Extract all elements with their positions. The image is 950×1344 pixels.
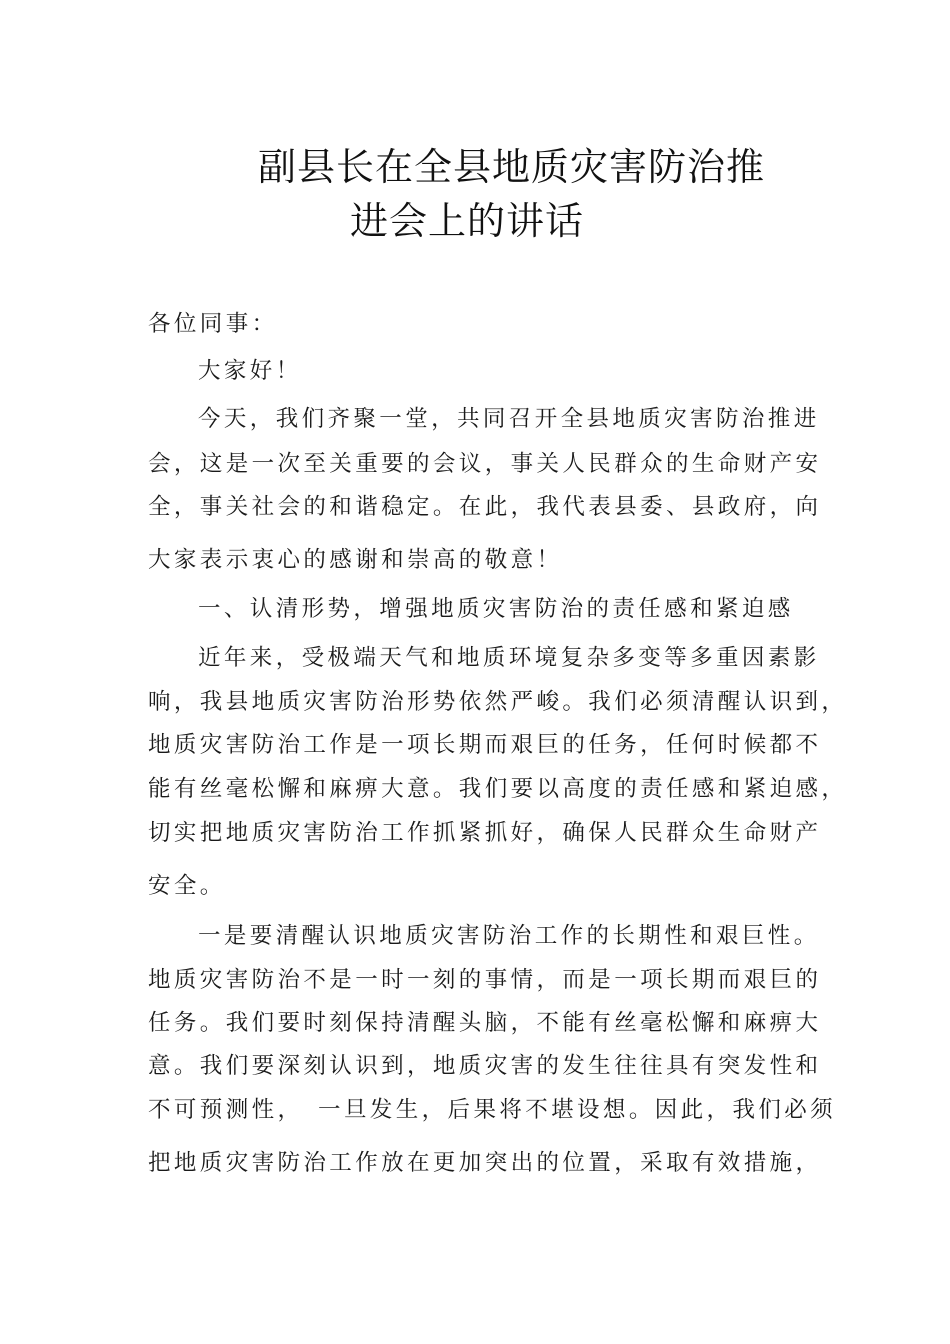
text-line: 会，这是一次至关重要的会议，事关人民群众的生命财产安 — [148, 451, 822, 477]
text-line: 大家表示衷心的感谢和崇高的敬意！ — [148, 547, 563, 573]
text-line: 安全。 — [148, 873, 226, 899]
text-line: 地质灾害防治不是一时一刻的事情，而是一项长期而艰巨的 — [148, 967, 822, 993]
text-line: 近年来，受极端天气和地质环境复杂多变等多重因素影 — [198, 645, 820, 671]
greeting: 大家好！ — [198, 358, 302, 384]
text-line: 切实把地质灾害防治工作抓紧抓好，确保人民群众生命财产 — [148, 820, 822, 846]
text-line: 今天，我们齐聚一堂，共同召开全县地质灾害防治推进 — [198, 406, 820, 432]
text-line: 地质灾害防治工作是一项长期而艰巨的任务，任何时候都不 — [148, 732, 822, 758]
text-line: 意。我们要深刻认识到，地质灾害的发生往往具有突发性和 — [148, 1053, 822, 1079]
text-line: 任务。我们要时刻保持清醒头脑，不能有丝毫松懈和麻痹大 — [148, 1010, 822, 1036]
text-line: 全，事关社会的和谐稳定。在此，我代表县委、县政府，向 — [148, 494, 822, 520]
section-heading: 一、认清形势，增强地质灾害防治的责任感和紧迫感 — [198, 596, 794, 622]
text-line: 响，我县地质灾害防治形势依然严峻。我们必须清醒认识到， — [148, 689, 848, 715]
text-line: 不可预测性， 一旦发生，后果将不堪设想。因此，我们必须 — [148, 1097, 837, 1123]
salutation: 各位同事： — [148, 311, 278, 337]
text-line: 一是要清醒认识地质灾害防治工作的长期性和艰巨性。 — [198, 923, 820, 949]
text-line: 把地质灾害防治工作放在更加突出的位置，采取有效措施， — [148, 1150, 822, 1176]
document-title-line-1: 副县长在全县地质灾害防治推 — [258, 145, 766, 189]
text-line: 能有丝毫松懈和麻痹大意。我们要以高度的责任感和紧迫感， — [148, 776, 848, 802]
document-title-line-2: 进会上的讲话 — [350, 199, 585, 243]
